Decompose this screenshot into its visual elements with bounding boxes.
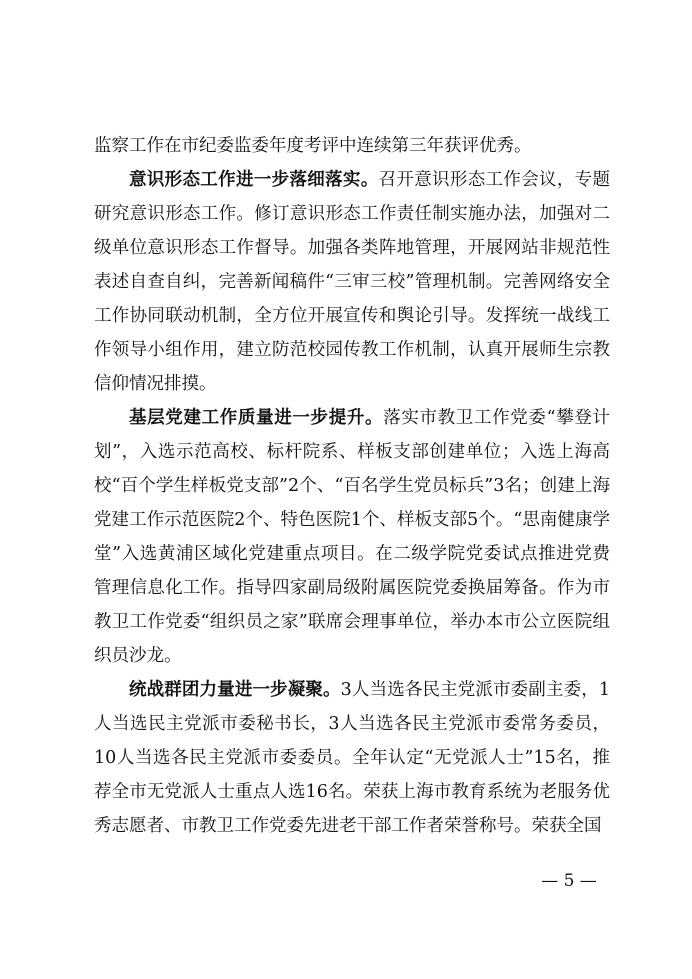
paragraph-heading: 基层党建工作质量进一步提升。 bbox=[129, 408, 384, 428]
paragraph-heading: 统战群团力量进一步凝聚。 bbox=[129, 680, 341, 700]
paragraph-party-building bbox=[94, 401, 610, 673]
paragraph-heading: 意识形态工作进一步落细落实。 bbox=[129, 170, 379, 190]
paragraph-body: 3人当选各民主党派市委副主委，1人当选民主党派市委秘书长，3人当选各民主党派市委常务委员，10人当选各民主党派市委委员。全年认定“无党派人士”15名，推荐全市无党派人士重点人选16名。荣获上海市教育系统为老服务优秀志愿者、市教卫工作党委先进老干部工作者荣誉称号。荣获全国 bbox=[94, 680, 610, 836]
paragraph-body: 落实市教卫工作党委“攀登计划”，入选示范高校、标杆院系、样板支部创建单位；入选上海高校“百个学生样板党支部”2个、“百名学生党员标兵”3名；创建上海党建工作示范医院2个、特色医院1个、样板支部5个。“思南健康学堂”入选黄浦区域化党建重点项目。在二级学院党委试点推进党费管理信息化工作。指导四家副局级附属医院党委换届筹备。作为市教卫工作党委“组织员之家”联席会理事单位，举办本市公立医院组织员沙龙。 bbox=[94, 408, 611, 666]
paragraph-body: 召开意识形态工作会议，专题研究意识形态工作。修订意识形态工作责任制实施办法，加强对二级单位意识形态工作督导。加强各类阵地管理，开展网站非规范性表述自查自纠，完善新闻稿件“三审三校”管理机制。完善网络安全工作协同联动机制，全方位开展宣传和舆论引导。发挥统一战线工作领导小组作用，建立防范校园传教工作机制，认真开展师生宗教信仰情况排摸。 bbox=[94, 170, 611, 394]
body-text bbox=[94, 129, 610, 843]
page-number: — 5 — bbox=[541, 871, 597, 891]
paragraph-body: 监察工作在市纪委监委年度考评中连续第三年获评优秀。 bbox=[94, 136, 532, 156]
paragraph-ideology bbox=[94, 163, 610, 401]
paragraph-continuation bbox=[94, 129, 610, 163]
paragraph-united-front bbox=[94, 673, 610, 843]
